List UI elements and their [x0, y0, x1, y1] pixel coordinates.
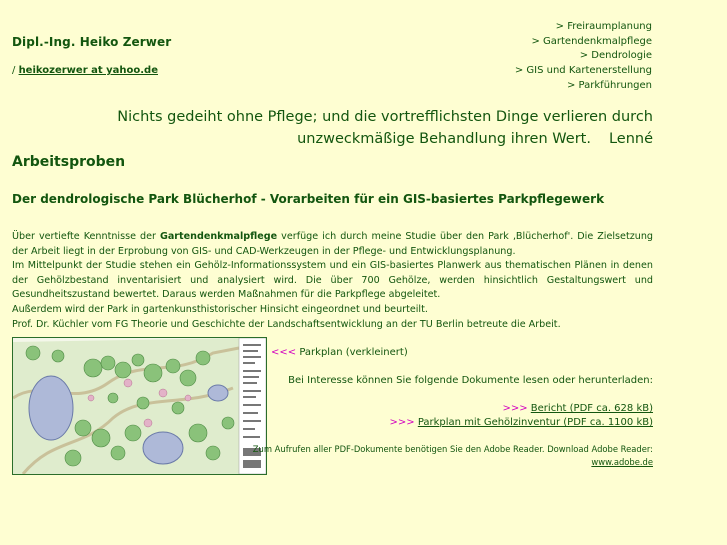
adobe-link[interactable]: www.adobe.de	[591, 456, 653, 467]
quote-line-1: Nichts gedeiht ohne Pflege; und die vortrefflichsten Dinge verlieren durch	[117, 109, 653, 125]
download-link-parkplan-row	[389, 417, 653, 428]
nav-item-dendrologie[interactable]: > Dendrologie	[579, 50, 652, 62]
nav-item-freiraumplanung[interactable]: > Freiraumplanung	[555, 21, 652, 32]
download-link-bericht-row	[502, 403, 653, 414]
download-intro: Bei Interesse können Sie folgende Dokumente lesen oder herunterladen:	[288, 375, 653, 386]
email-line	[12, 65, 158, 76]
paragraph-3: Außerdem wird der Park in gartenkunsthistorischer Hinsicht eingeordnet und beurteilt.	[12, 303, 428, 315]
paragraph-1	[12, 230, 653, 259]
email-link[interactable]: heikozerwer at yahoo.de	[18, 65, 158, 76]
paragraph-4: Prof. Dr. Küchler vom FG Theorie und Geschichte der Landschaftsentwicklung an der TU Berlin betreute die Arbeit.	[12, 318, 561, 330]
project-description	[12, 230, 653, 332]
nav-item-gis[interactable]: > GIS und Kartenerstellung	[514, 65, 652, 77]
site-title: Dipl.-Ing. Heiko Zerwer	[12, 35, 172, 49]
map-caption-text: Parkplan (verkleinert)	[299, 347, 408, 358]
paragraph-1-bold: Gartendenkmalpflege	[159, 231, 278, 242]
paragraph-2: Im Mittelpunkt der Studie stehen ein Gehölz-Informationssystem und ein GIS-basiertes Planwerk aus thematischen Plänen in denen der Gehölzbestand inventarisiert und analysiert wird. Die über 700 Gehölze, werden hinsichtlich Gestaltungswert und Gesundheitszustand bewertet. Daraus werden Maßnahmen für die Parkpflege abgeleitet.	[12, 260, 653, 301]
nav-item-parkfuehrungen[interactable]: > Parkführungen	[567, 79, 652, 91]
park-map-image	[13, 338, 266, 474]
link-arrow-1: >>>	[502, 403, 528, 414]
quote-line-2-text: unzweckmäßige Behandlung ihren Wert.	[297, 131, 591, 147]
download-link-parkplan[interactable]: Parkplan mit Gehölzinventur (PDF ca. 1100 kB)	[417, 417, 653, 428]
link-arrow-2: >>>	[389, 417, 415, 428]
quote-author: Lenné	[608, 131, 653, 147]
adobe-note	[253, 443, 653, 468]
map-caption-arrow: <<<	[271, 347, 297, 358]
paragraph-1-start: Über vertiefte Kenntnisse der	[12, 231, 160, 242]
park-map-thumbnail[interactable]	[12, 337, 267, 475]
map-caption	[271, 347, 408, 358]
nav-menu	[515, 20, 652, 94]
paragraph-1-end: verfüge ich durch meine Studie über den Park ‚Blücherhof'. Die Zielsetzung der Arbeit liegt in der Erprobung von GIS- und CAD-Werkzeugen in der Pflege- und Entwicklungsplanung.	[12, 231, 653, 257]
quote	[93, 106, 653, 150]
email-prefix: /	[12, 65, 16, 76]
nav-item-gartendenkmalpflege[interactable]: > Gartendenkmalpflege	[531, 35, 652, 47]
project-title: Der dendrologische Park Blücherhof - Vorarbeiten für ein GIS-basiertes Parkpflegewerk	[12, 192, 605, 206]
quote-line-2	[93, 128, 653, 150]
adobe-note-text: Zum Aufrufen aller PDF-Dokumente benötigen Sie den Adobe Reader. Download Adobe Reader:	[252, 444, 653, 454]
section-title: Arbeitsproben	[12, 154, 126, 170]
download-link-bericht[interactable]: Bericht (PDF ca. 628 kB)	[530, 403, 653, 414]
